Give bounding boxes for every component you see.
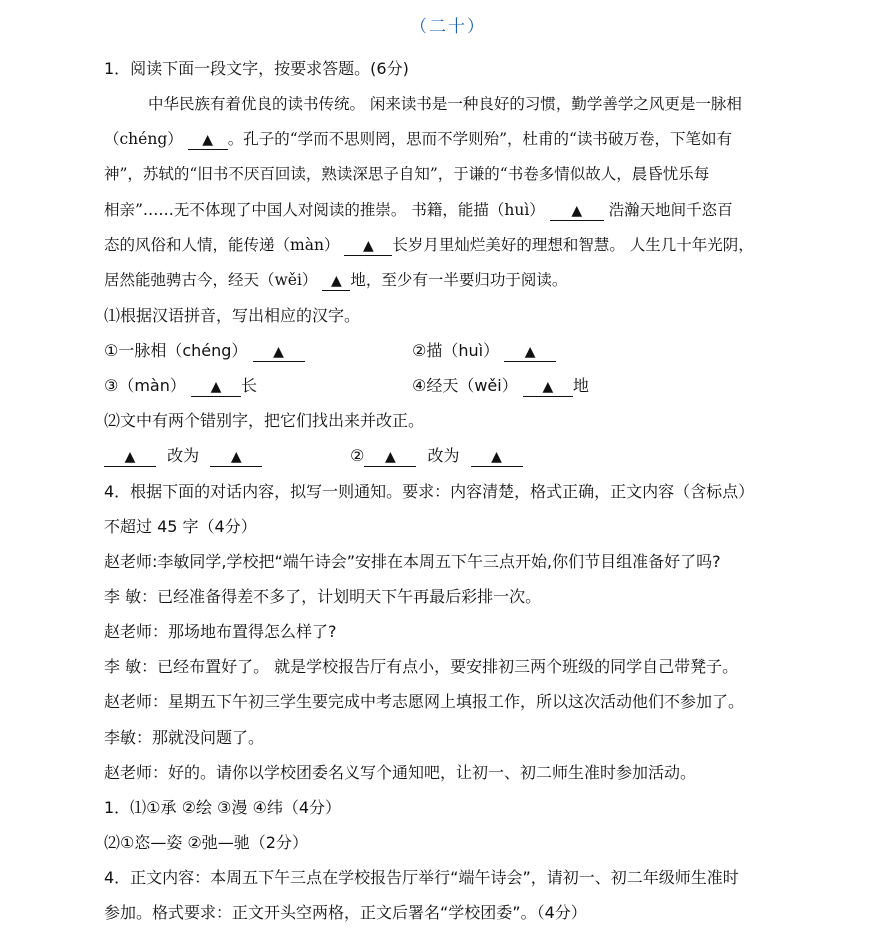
passage-text: 相亲”……无不体现了中国人对阅读的推崇。 书籍，能描（huì） (104, 201, 545, 219)
answer-blank[interactable] (471, 447, 523, 467)
blank-marker: ▲ (491, 449, 502, 465)
item-label: ②描（huì） (412, 341, 500, 360)
dialogue-line-3: 赵老师：那场地布置得怎么样了? (104, 622, 337, 641)
correction-2 (350, 445, 523, 467)
answer-line-4: 参加。格式要求：正文开头空两格，正文后署名“学校团委”。（4分） (104, 903, 587, 922)
dialogue-line-7: 赵老师：好的。请你以学校团委名义写个通知吧，让初一、初二师生准时参加活动。 (104, 763, 697, 782)
item-suffix: 长 (240, 376, 257, 395)
answer-blank[interactable] (188, 130, 228, 150)
sub-question-2: ⑵文中有两个错别字，把它们找出来并改正。 (104, 411, 425, 430)
passage-text: 长岁月里灿烂美好的理想和智慧。 人生几十年光阴， (392, 236, 754, 254)
answer-blank[interactable] (253, 342, 305, 362)
blank-marker: ▲ (524, 344, 536, 360)
item-label: ④经天（wěi） (412, 376, 518, 395)
answer-blank[interactable] (550, 201, 604, 221)
sub-question-1: ⑴根据汉语拼音，写出相应的汉字。 (104, 306, 361, 325)
passage-text: 居然能弛骋古今，经天（wěi） (104, 271, 318, 289)
answer-blank[interactable] (210, 447, 262, 467)
answer-blank[interactable] (523, 377, 573, 397)
answer-line-1: 1．⑴①承 ②绘 ③漫 ④纬（4分） (104, 798, 341, 817)
item-label: ③（màn） (104, 376, 186, 395)
blank-marker: ▲ (202, 132, 214, 148)
change-to-label: 改为 (167, 446, 200, 465)
answer-blank[interactable] (191, 377, 241, 397)
item-1 (104, 340, 305, 362)
dialogue-line-5: 赵老师：星期五下午初三学生要完成中考志愿网上填报工作，所以这次活动他们不参加了。 (104, 692, 745, 711)
answer-blank[interactable] (344, 236, 392, 256)
answer-line-3: 4．正文内容：本周五下午三点在学校报告厅举行“端午诗会”，请初一、初二年级师生准时 (104, 868, 739, 887)
passage-line-4 (104, 199, 733, 221)
question-1-stem: 1．阅读下面一段文字，按要求答题。(6分) (104, 59, 409, 78)
passage-line-2 (104, 128, 732, 150)
answer-blank[interactable] (364, 447, 416, 467)
item-3 (104, 375, 257, 397)
passage-text: 浩瀚天地间千恣百 (608, 201, 733, 219)
blank-marker: ▲ (384, 449, 396, 465)
passage-text: 地，至少有一半要归功于阅读。 (350, 271, 568, 289)
question-4-stem-1: 4．根据下面的对话内容，拟写一则通知。要求：内容清楚，格式正确，正文内容（含标点） (104, 482, 755, 501)
blank-marker: ▲ (210, 379, 222, 395)
blank-marker: ▲ (362, 238, 374, 254)
change-to-label: 改为 (427, 446, 460, 465)
blank-marker: ▲ (124, 449, 136, 465)
item-label: ①一脉相（chéng） (104, 341, 248, 360)
pinyin-cheng: （chéng） (104, 130, 183, 148)
blank-marker: ▲ (542, 379, 554, 395)
blank-marker: ▲ (571, 203, 583, 219)
question-4-stem-2: 不超过 45 字（4分） (104, 517, 257, 536)
item-4 (412, 375, 589, 397)
blank-marker: ▲ (273, 344, 284, 360)
passage-line-1: 中华民族有着优良的读书传统。 闲来读书是一种良好的习惯，勤学善学之风更是一脉相 (148, 95, 742, 113)
blank-marker: ▲ (330, 273, 342, 289)
correction-1 (104, 445, 262, 467)
passage-text: 态的风俗和人情，能传递（màn） (104, 236, 340, 254)
dialogue-line-1: 赵老师:李敏同学,学校把“端午诗会”安排在本周五下午三点开始,你们节目组准备好了吗? (104, 552, 721, 571)
passage-line-3: 神”，苏轼的“旧书不厌百回读，熟读深思子自知”，于谦的“书卷多情似故人，晨昏忧乐每 (104, 165, 710, 183)
answer-blank[interactable] (104, 447, 156, 467)
blank-marker: ▲ (230, 449, 242, 465)
passage-line-6 (104, 269, 567, 291)
dialogue-line-2: 李 敏：已经准备得差不多了，计划明天下午再最后彩排一次。 (104, 587, 542, 606)
answer-blank[interactable] (504, 342, 556, 362)
passage-text: 。孔子的“学而不思则罔，思而不学则殆”，杜甫的“读书破万卷，下笔如有 (227, 130, 732, 148)
dialogue-line-6: 李敏：那就没问题了。 (104, 728, 265, 747)
item-label: ② (350, 446, 365, 465)
dialogue-line-4: 李 敏：已经布置好了。 就是学校报告厅有点小，要安排初三两个班级的同学自己带凳子。 (104, 657, 739, 676)
answer-line-2: ⑵①恣—姿 ②弛—驰（2分） (104, 833, 308, 852)
page-title: （二十） (410, 17, 486, 37)
item-2 (412, 340, 556, 362)
item-suffix: 地 (572, 376, 589, 395)
answer-blank[interactable] (322, 271, 350, 291)
passage-line-5 (104, 234, 754, 256)
